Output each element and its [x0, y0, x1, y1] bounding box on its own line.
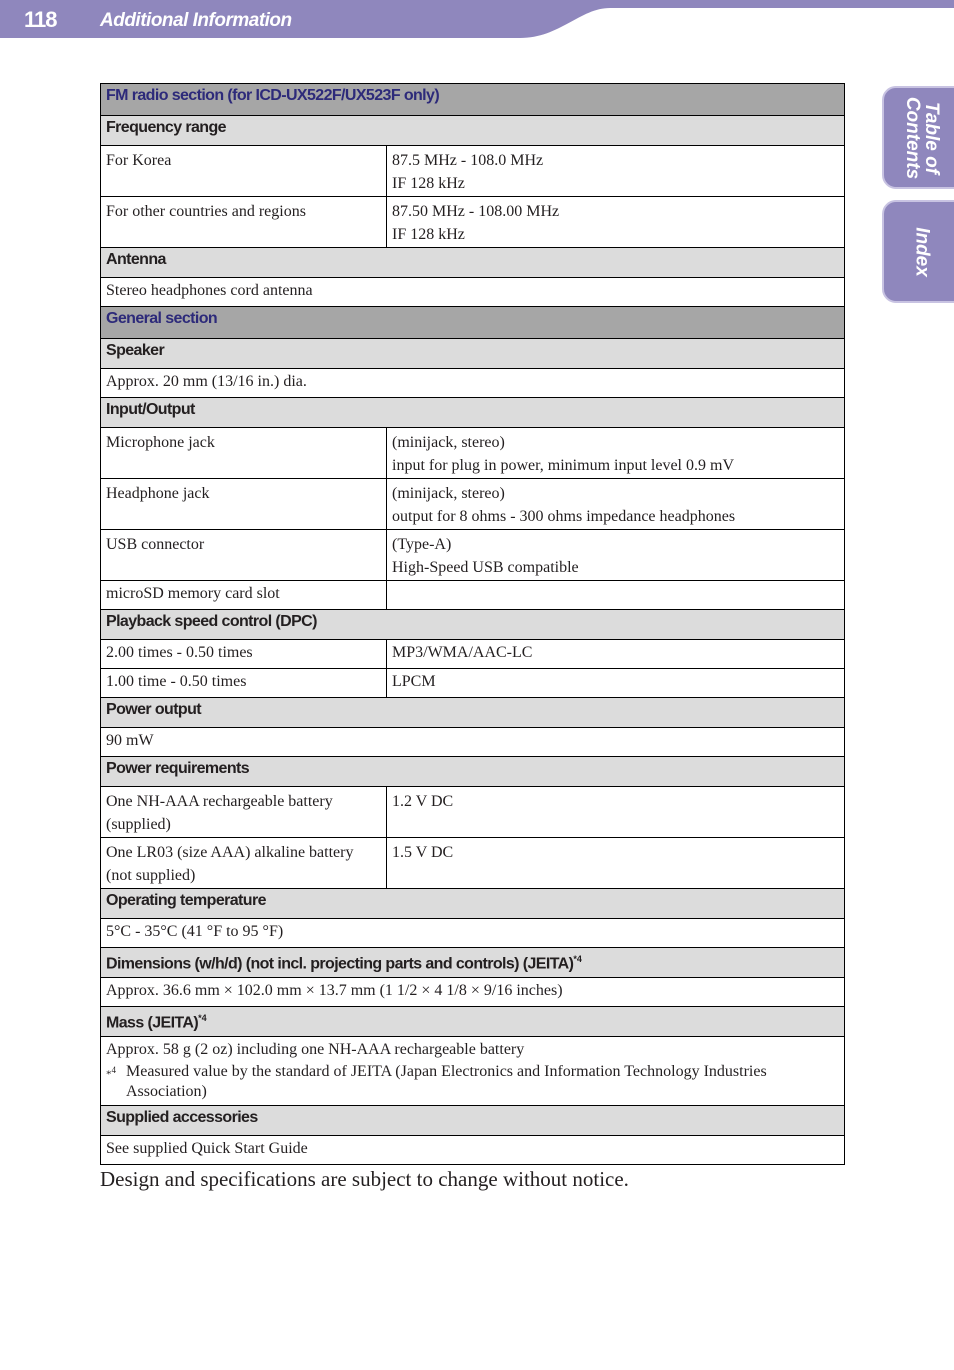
footnote-mark: *$^4$ [106, 1065, 116, 1081]
table-row [101, 479, 845, 530]
spec-label: 2.00 times - 0.50 times [101, 640, 387, 669]
table-row [101, 369, 845, 398]
spec-value: (minijack, stereo) output for 8 ohms - 300 ohms impedance headphones [387, 479, 845, 530]
page-number: 118 [24, 7, 57, 32]
spec-value: LPCM [387, 669, 845, 698]
footnote-ref: *4 [573, 954, 582, 964]
table-row [101, 428, 845, 479]
general-section-heading: General section [101, 307, 845, 339]
table-row [101, 146, 845, 197]
playback-speed-heading: Playback speed control (DPC) [101, 610, 845, 640]
speaker-heading: Speaker [101, 339, 845, 369]
footnote [106, 1062, 839, 1102]
table-row [101, 197, 845, 248]
spec-value: Approx. 20 mm (13/16 in.) dia. [101, 369, 845, 398]
input-output-heading: Input/Output [101, 398, 845, 428]
power-requirements-heading: Power requirements [101, 757, 845, 787]
spec-value: 90 mW [101, 728, 845, 757]
antenna-heading: Antenna [101, 248, 845, 278]
index-tab[interactable] [882, 200, 954, 303]
table-row [101, 1037, 845, 1106]
spec-label: Headphone jack [101, 479, 387, 530]
spec-label: 1.00 time - 0.50 times [101, 669, 387, 698]
spec-value: (minijack, stereo) input for plug in power, minimum input level 0.9 mV [387, 428, 845, 479]
fm-section-heading: FM radio section (for ICD-UX522F/UX523F only) [101, 84, 845, 116]
power-output-heading: Power output [101, 698, 845, 728]
dimensions-heading: Dimensions (w/h/d) (not incl. projecting parts and controls) (JEITA)$^{*4}$ [101, 948, 845, 978]
spec-value: MP3/WMA/AAC-LC [387, 640, 845, 669]
spec-value [387, 581, 845, 610]
table-of-contents-tab[interactable] [882, 86, 954, 189]
spec-value: 87.50 MHz - 108.00 MHz IF 128 kHz [387, 197, 845, 248]
table-row [101, 787, 845, 838]
supplied-accessories-heading: Supplied accessories [101, 1106, 845, 1136]
table-row [101, 1136, 845, 1165]
spec-value: See supplied Quick Start Guide [101, 1136, 845, 1165]
spec-value: 1.2 V DC [387, 787, 845, 838]
table-row [101, 278, 845, 307]
page-header [0, 0, 954, 40]
section-title: Additional Information [100, 10, 292, 31]
spec-value: Stereo headphones cord antenna [101, 278, 845, 307]
disclaimer-text: Design and specifications are subject to change without notice. [100, 1167, 629, 1191]
operating-temperature-heading: Operating temperature [101, 889, 845, 919]
table-row [101, 581, 845, 610]
spec-table [100, 83, 845, 1165]
spec-value: 1.5 V DC [387, 838, 845, 889]
mass-heading: Mass (JEITA)$^{*4}$ [101, 1007, 845, 1037]
spec-label: USB connector [101, 530, 387, 581]
table-row [101, 669, 845, 698]
spec-label: For Korea [101, 146, 387, 197]
footnote-ref: *4 [198, 1013, 207, 1023]
table-of-contents-label: Table of Contents [902, 96, 942, 179]
spec-label: microSD memory card slot [101, 581, 387, 610]
spec-value: 87.5 MHz - 108.0 MHz IF 128 kHz [387, 146, 845, 197]
table-row [101, 919, 845, 948]
table-row [101, 838, 845, 889]
spec-value: Approx. 58 g (2 oz) including one NH-AAA rechargeable battery *$^4$ Measured value by the standard of JEITA (Japan Electronics and Information Technology Industries Association) [101, 1037, 845, 1106]
table-row [101, 978, 845, 1007]
spec-value: (Type-A) High-Speed USB compatible [387, 530, 845, 581]
spec-value: Approx. 36.6 mm × 102.0 mm × 13.7 mm (1 1/2 × 4 1/8 × 9/16 inches) [101, 978, 845, 1007]
spec-label: One LR03 (size AAA) alkaline battery (not supplied) [101, 838, 387, 889]
spec-label: Microphone jack [101, 428, 387, 479]
table-row [101, 728, 845, 757]
spec-label: For other countries and regions [101, 197, 387, 248]
index-label: Index [911, 226, 933, 277]
table-row [101, 640, 845, 669]
spec-label: One NH-AAA rechargeable battery (supplied) [101, 787, 387, 838]
spec-value: 5°C - 35°C (41 °F to 95 °F) [101, 919, 845, 948]
table-row [101, 530, 845, 581]
frequency-range-heading: Frequency range [101, 116, 845, 146]
footnote-text: Measured value by the standard of JEITA (Japan Electronics and Information Technology Industries Association) [126, 1063, 767, 1100]
